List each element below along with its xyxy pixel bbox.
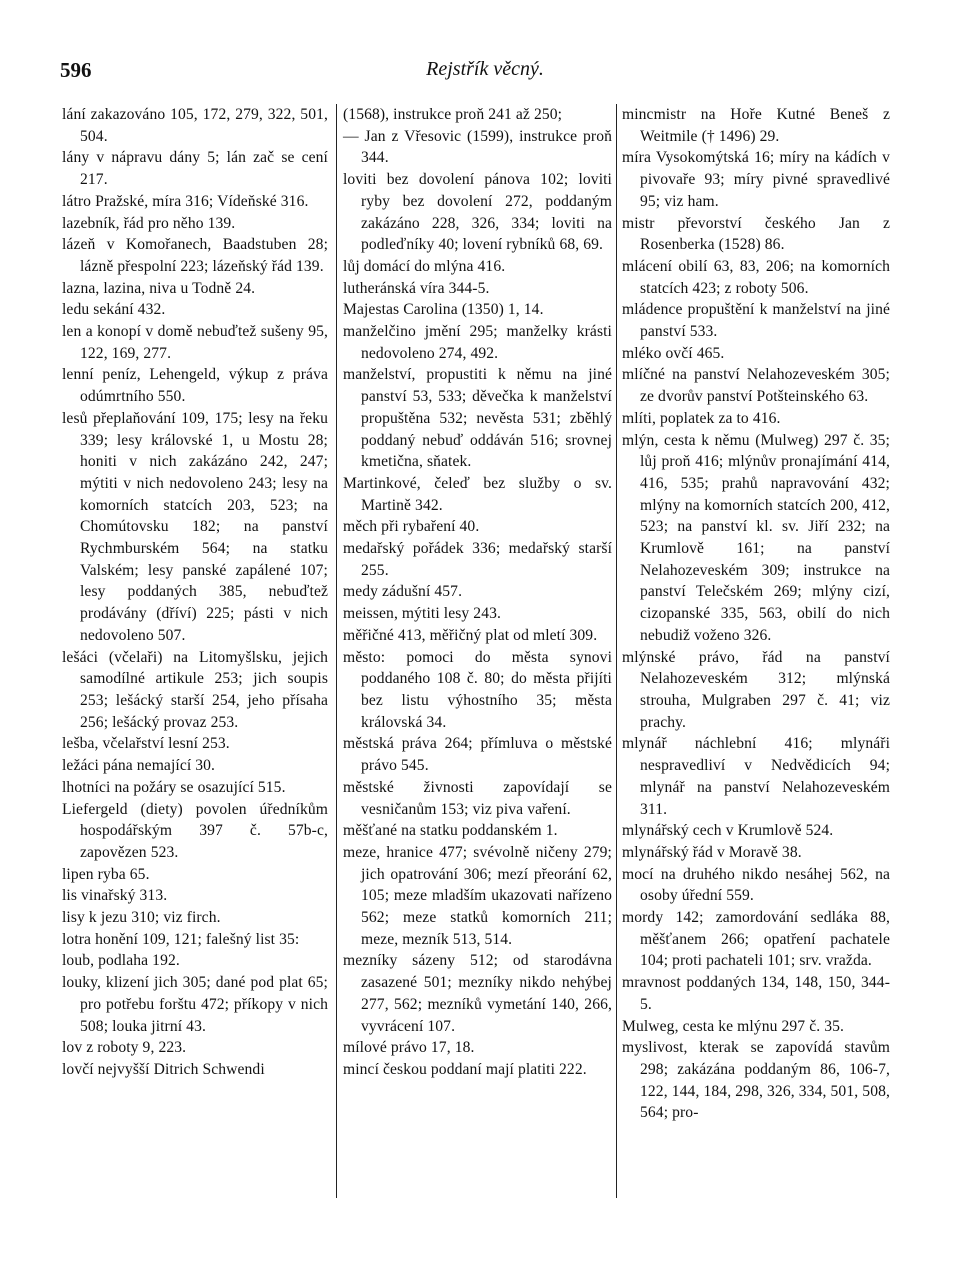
index-entry: loub, podlaha 192.: [62, 952, 180, 970]
index-entry: (1568), instrukce proň 241 až 250;: [343, 106, 563, 123]
index-entry: lešáci (včelaři) na Litomyšlsku, jejich samodílné artikule 253; jich soupis 253; lešácký starší 254, jeho přísaha 256; lešácký provaz 253.: [62, 648, 328, 731]
index-entry: mordy 142; zamordování sedláka 88, měšťanem 266; opatření pachatele 104; proti pachateli 101; srv. vražda.: [622, 909, 890, 970]
index-entry: mlácení obilí 63, 83, 206; na komorních statcích 423; z roboty 506.: [622, 257, 890, 297]
index-entry: měšťané na statku poddanském 1.: [343, 822, 558, 840]
index-entry: lání zakazováno 105, 172, 279, 322, 501, 504.: [62, 106, 328, 145]
index-entry: měřičné 413, měřičný plat od mletí 309.: [343, 626, 598, 644]
index-entry: mlynářský řád v Moravě 38.: [622, 843, 802, 861]
index-entry: mládence propuštění k manželství na jiné panství 533.: [622, 301, 890, 341]
index-entry: louky, klizení jich 305; dané pod plat 65; pro potřebu forštu 472; příkopy v nich 508; louka jitrní 43.: [62, 974, 328, 1035]
index-entry: městská práva 264; přímluva o městské právo 545.: [343, 735, 612, 775]
index-entry: loviti bez dovolení pánova 102; loviti ryby bez dovolení 272, poddaným zakázáno 228, 326, 334; loviti na podleďníky 40; lovení rybníků 68, 69.: [343, 171, 612, 254]
index-entry: myslivost, kterak se zapovídá stavům 298; zakázána poddaným 86, 106-7, 122, 144, 184, 298, 326, 334, 501, 508, 564; pro-: [622, 1039, 890, 1122]
index-entry: Majestas Carolina (1350) 1, 14.: [343, 301, 544, 319]
index-entry: lány v nápravu dány 5; lán zač se cení 217.: [62, 149, 328, 189]
index-entry: mlynář náchlební 416; mlynáři nespravedliví v Nedvědicích 94; mlynář na panství Nelahozeveském 311.: [622, 735, 890, 818]
running-title: Rejstřík věcný.: [426, 58, 544, 80]
index-entry: lůj domácí do mlýna 416.: [343, 257, 506, 275]
index-column-right: [622, 104, 890, 1234]
page-number: 596: [60, 58, 92, 82]
index-entry: mocí na druhého nikdo nesáhej 562, na osoby úřední 559.: [622, 865, 890, 905]
index-entry: lisy k jezu 310; viz firch.: [62, 909, 221, 927]
index-entry: látro Pražské, míra 316; Vídeňské 316.: [62, 192, 309, 210]
page-header: [60, 58, 910, 88]
index-column-middle: [343, 104, 612, 1234]
index-entry: míra Vysokomýtská 16; míry na kádích v pivovaře 93; míry pivné spravedlivé 95; viz ham.: [622, 149, 890, 210]
index-entry: mravnost poddaných 134, 148, 150, 344-5.: [622, 974, 890, 1013]
index-entry: lotra honění 109, 121; falešný list 35:: [62, 930, 300, 948]
index-entry: lenní peníz, Lehengeld, výkup z práva odúmrtního 550.: [62, 366, 328, 406]
index-entry: ležáci pána nemající 30.: [62, 757, 216, 775]
column-divider: [336, 104, 337, 1198]
column-divider: [616, 104, 617, 1198]
index-entry: Mulweg, cesta ke mlýnu 297 č. 35.: [622, 1017, 845, 1035]
index-entry: lov z roboty 9, 223.: [62, 1039, 187, 1057]
index-entry: mincmistr na Hoře Kutné Beneš z Weitmile († 1496) 29.: [622, 106, 890, 145]
index-entry: lazna, lazina, niva u Todně 24.: [62, 279, 256, 297]
index-entry: ledu sekání 432.: [62, 301, 166, 319]
index-entry: Liefergeld (diety) povolen úředníkům hospodářským 397 č. 57b-c, zapovězen 523.: [62, 800, 328, 861]
index-entry: lovčí nejvyšší Ditrich Schwendi: [62, 1060, 265, 1078]
index-entry: Martinkové, čeleď bez služby o sv. Martině 342.: [343, 474, 612, 514]
index-entry: mlíčné na panství Nelahozeveském 305; ze dvorův panství Potšteinského 63.: [622, 366, 890, 406]
index-entry: mléko ovčí 465.: [622, 344, 725, 362]
index-entry: městské živnosti zapovídají se vesničanům 153; viz piva vaření.: [343, 778, 612, 818]
index-entry: meze, hranice 477; svévolně ničeny 279; jich opatrování 306; mezí přeorání 62, 105; meze mladším ukazovati nařízeno 562; meze statků komorních 211; meze, mezník 513, 514.: [343, 843, 612, 948]
index-entry: manželství, propustiti k němu na jiné panství 53, 533; děvečka k manželství propuštěna 532; nevěsta 531; zběhlý poddaný nebuď oddáván 516; srovnej kmetična, sňatek.: [343, 366, 612, 471]
index-entry: lhotníci na požáry se osazující 515.: [62, 778, 286, 796]
index-entry: lesů přeplaňování 109, 175; lesy na řeku 339; lesy královské 1, u Mostu 28; honiti v nich zakázáno 242, 247; mýtiti v nich nedovoleno 243; lesy na komorních statcích 203, 523; na Chomútovsku 182; na panství Rychmburském 564; na statku Valském; lesy panské zapálené 107; lesy poddaných 385, nebuďtež prodávány (dříví) 225; pásti v nich nedovoleno 507.: [62, 409, 328, 644]
index-entry: lázeň v Komořanech, Baadstuben 28; lázně přespolní 223; lázeňský řád 139.: [62, 236, 328, 275]
index-entry: lazebník, řád pro něho 139.: [62, 214, 236, 232]
index-column-left: [62, 104, 328, 1234]
index-entry: měch při rybaření 40.: [343, 518, 480, 536]
index-entry: manželčino jmění 295; manželky krásti nedovoleno 274, 492.: [343, 323, 612, 362]
index-columns: [62, 104, 898, 1234]
index-entry: — Jan z Vřesovic (1599), instrukce proň 344.: [343, 127, 612, 167]
index-entry: medařský pořádek 336; medařský starší 255.: [343, 540, 612, 579]
index-entry: lešba, včelařství lesní 253.: [62, 735, 230, 753]
index-entry: lipen ryba 65.: [62, 865, 150, 883]
index-entry: meissen, mýtiti lesy 243.: [343, 605, 501, 623]
index-entry: medy zádušní 457.: [343, 583, 463, 601]
index-entry: lis vinařský 313.: [62, 887, 168, 905]
index-entry: mlíti, poplatek za to 416.: [622, 409, 781, 427]
index-entry: mlýn, cesta k němu (Mulweg) 297 č. 35; lůj proň 416; mlýnův pronajímání 414, 416, 535; prahů napravování 432; mlýny na komorních statcích 200, 412, 523; na panství kl. sv. Jiří 232; na Krumlově 161; na panství Nelahozeveském 309; instrukce na panství Telečském 269; mlýny cizí, cizopanské 335, 563, obilí do nich nebudiž voženo 326.: [622, 431, 890, 644]
index-entry: mezníky sázeny 512; od starodávna zasazené 501; mezníky nikdo nehýbej 277, 562; mezníků vymetání 140, 266, vyvrácení 107.: [343, 952, 612, 1035]
index-entry: lutheránská víra 344-5.: [343, 279, 490, 297]
index-entry: mílové právo 17, 18.: [343, 1039, 475, 1057]
index-entry: město: pomoci do města synovi poddaného 108 č. 80; do města přijíti bez listu výhostního 35; města královská 34.: [343, 648, 612, 731]
index-entry: mistr převorství českého Jan z Rosenberka (1528) 86.: [622, 214, 890, 254]
index-entry: mincí českou poddaní mají platiti 222.: [343, 1060, 587, 1078]
index-entry: mlýnské právo, řád na panství Nelahozeveském 312; mlýnská strouha, Mulgraben 297 č. 41; viz prachy.: [622, 648, 890, 731]
index-entry: len a konopí v domě nebuďtež sušeny 95, 122, 169, 277.: [62, 323, 328, 362]
index-entry: mlynářský cech v Krumlově 524.: [622, 822, 834, 840]
